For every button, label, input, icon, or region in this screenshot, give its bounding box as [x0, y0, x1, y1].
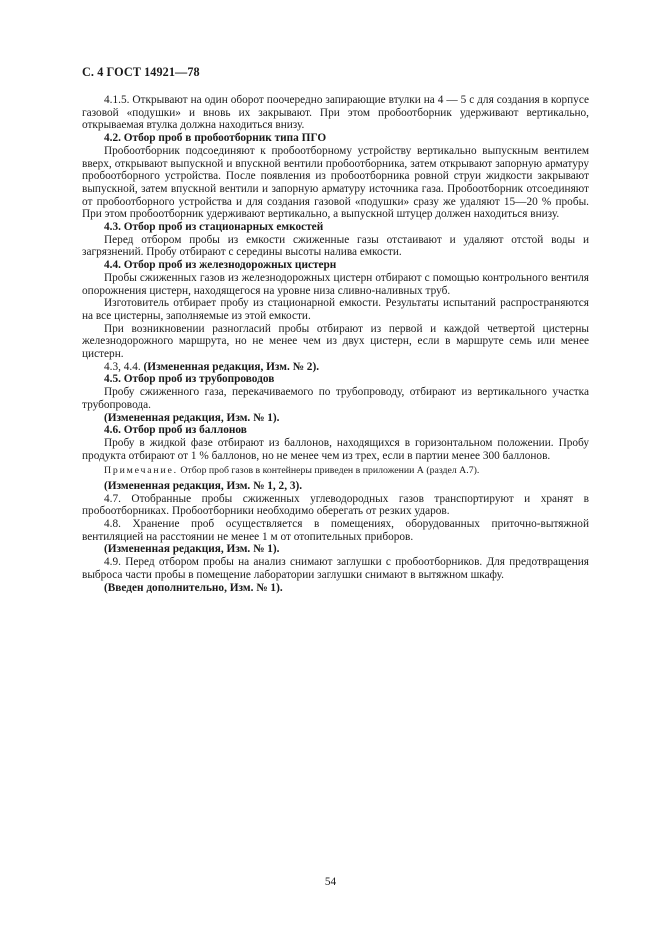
revision-note-4-8: (Измененная редакция, Изм. № 1). — [104, 543, 280, 556]
heading-4-3: 4.3. Отбор проб из стационарных емкостей — [104, 221, 324, 234]
heading-4-6: 4.6. Отбор проб из баллонов — [104, 424, 247, 437]
note-label: Примечание. — [104, 465, 178, 477]
revision-note-4-6: (Измененная редакция, Изм. № 1, 2, 3). — [104, 479, 303, 492]
heading-4-5: 4.5. Отбор проб из трубопроводов — [104, 373, 275, 386]
revision-note-4-9: (Введен дополнительно, Изм. № 1). — [104, 581, 283, 594]
revision-note-4-5: (Измененная редакция, Изм. № 1). — [104, 411, 280, 424]
paragraph-4-8: 4.8. Хранение проб осуществляется в помещениях, оборудованных приточно-вытяжной вентиляцией на расстоянии не менее 1 м от отопительных приборов. — [82, 518, 589, 543]
note-4-6 — [82, 465, 589, 478]
heading-4-4: 4.4. Отбор проб из железнодорожных цистерн — [104, 259, 337, 272]
paragraph-4-6: Пробу в жидкой фазе отбирают из баллонов, находящихся в горизонтальном положении. Пробу продукта отбирают от 1 % баллонов, но не менее чем из трех, если в партии менее 300 баллонов. — [82, 436, 589, 462]
revision-note-4-3-4-4 — [82, 361, 589, 374]
paragraph-4-1-5: 4.1.5. Открывают на один оборот поочередно запирающие втулки на 4 — 5 с для создания в корпусе газовой «подушки» и вновь их закрывают. При этом пробоотборник удерживают вертикально, открываемая втулка должна находиться внизу. — [82, 94, 589, 132]
revision-note-prefix: 4.3, 4.4. — [104, 360, 144, 373]
paragraph-4-2: Пробоотборник подсоединяют к пробоотборному устройству вертикально выпускным вентилем вверх, открывают выпускной и впускной вентили пробоотборника, затем открывают запорную арматуру пробоотборного устройства. После появления из пробоотборника ровной струи жидкости закрывают выпускной, затем впускной вентили и запорную арматуру источника газа. Пробоотборник отсоединяют от пробоотборного устройства и для создания газовой «подушки» сразу же удаляют 15—20 % пробы. При этом пробоотборник удерживают вертикально, а выпускной штуцер должен находиться внизу. — [82, 144, 589, 221]
page-number: 54 — [324, 876, 337, 888]
paragraph-4-9: 4.9. Перед отбором пробы на анализ снимают заглушки с пробоотборников. Для предотвращения выброса части пробы в помещение лаборатории заглушки снимают в вытяжном шкафу. — [82, 556, 589, 581]
paragraph-4-7: 4.7. Отобранные пробы сжиженных углеводородных газов транспортируют и хранят в пробоотборниках. Пробоотборники необходимо оберегать от резких ударов. — [82, 492, 589, 518]
paragraph-4-4-a: Пробы сжиженных газов из железнодорожных цистерн отбирают с помощью контрольного вентиля опорожнения цистерн, находящегося на уровне низа сливно-наливных труб. — [82, 271, 589, 297]
revision-note-text: (Измененная редакция, Изм. № 2). — [143, 360, 320, 373]
paragraph-4-3: Перед отбором пробы из емкости сжиженные газы отстаивают и удаляют отстой воды и загрязнений. Пробу отбирают с середины высоты налива емкости. — [82, 233, 589, 259]
paragraph-4-4-b: Изготовитель отбирает пробу из стационарной емкости. Результаты испытаний распространяются на все цистерны, заполняемые из этой емкости. — [82, 297, 589, 322]
heading-4-2: 4.2. Отбор проб в пробоотборник типа ПГО — [104, 132, 327, 145]
document-body — [82, 94, 589, 594]
note-text: Отбор проб газов в контейнеры приведен в приложении А (раздел А.7). — [177, 465, 480, 477]
paragraph-4-4-c: При возникновении разногласий пробы отбирают из первой и каждой четвертой цистерны железнодорожного маршрута, но не менее чем из двух цистерн, если в маршруте семь или менее цистерн. — [82, 322, 589, 361]
page-header: С. 4 ГОСТ 14921—78 — [82, 65, 200, 79]
paragraph-4-5: Пробу сжиженного газа, перекачиваемого по трубопроводу, отбирают из вертикального участка трубопровода. — [82, 386, 589, 411]
